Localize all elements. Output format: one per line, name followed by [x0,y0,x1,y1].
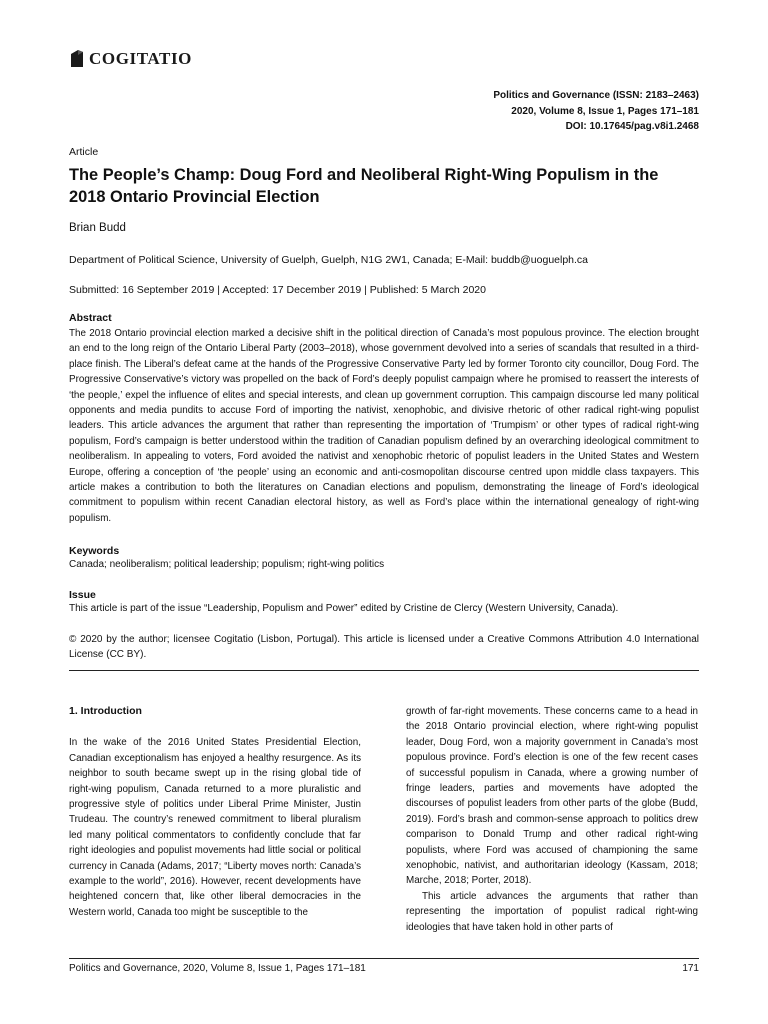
page-number: 171 [682,963,699,974]
body-paragraph: In the wake of the 2016 United States Presidential Election, Canadian exceptionalism has enjoyed a healthy resurgence. As its neighbor to south became swept up in the rising global tide of right-wing populism, Canada returned to a more pluralistic and progressive style of politics under Liberal Prime Minister, Justin Trudeau. The country’s renewed commitment to liberal pluralism led many political commentators to confidently conclude that far right ideologies and populist movements had little social or political currency in Canada (Adams, 2017; “Liberty moves north: Canada’s example to the world”, 2016). However, recent developments have heightened concern that, like other liberal democracies in the Western world, Canada too might be susceptible to the [69,737,361,918]
cogitatio-logo-icon [69,49,85,69]
abstract-text: The 2018 Ontario provincial election marked a decisive shift in the political direction of Canada’s most populous province. The election brought an end to the long reign of the Ontario Liberal Party (2003–2018), whose government devolved into a series of scandals that resulted in a third-place finish. The Liberal’s defeat came at the hands of the Progressive Conservative Party led by former Toronto city councillor, Doug Ford. The Progressive Conservative’s victory was propelled on the back of Ford’s deeply populist campaign where he promised to reassert the interests of ‘the people,’ expel the influence of elites and special interests, and clean up government corruption. This campaign discourse led many political opponents and media pundits to accuse Ford of importing the nativist, xenophobic, and divisive rhetoric of other radical right-wing populist leaders. This article advances the argument that rather than representing the importation of ‘Trumpism’ or other types of radical right-wing populism, Ford’s campaign is better understood within the tradition of Canadian populism defined by an overarching ideological commitment to neoliberalism. In appealing to voters, Ford avoided the nativist and xenophobic rhetoric of populist leaders in the United States and Western Europe, offering a conception of ‘the people’ using an economic and anti-cosmopolitan discourse centred upon middle class taxpayers. This article makes a contribution to both the literatures on Canadian elections and populism, demonstrating the lineage of Ford’s ideological commitment to populism within recent Canadian electoral history, as well as Ford’s place within the international genealogy of right-wing populism. [69,328,699,524]
issue-heading: Issue [69,589,96,601]
body-column-left [69,704,361,920]
body-paragraph: This article advances the arguments that rather than representing the importation of populist radical right-wing ideologies that have taken hold in other parts of [406,890,698,933]
volume-line: 2020, Volume 8, Issue 1, Pages 171–181 [511,105,699,117]
doi-line: DOI: 10.17645/pag.v8i1.2468 [565,121,699,132]
journal-line: Politics and Governance (ISSN: 2183–2463) [493,90,699,101]
keywords-heading: Keywords [69,545,120,557]
journal-info [493,88,699,135]
logo-text: COGITATIO [89,49,193,68]
body-paragraph: growth of far-right movements. These concerns came to a head in the 2018 Ontario provincial election, where right-wing populist leader, Doug Ford, won a majority government in Canada’s most populous province. Ford’s election is one of the few recent cases of successful populism in Canada, where a growing number of fringe leaders, parties and movements have adopted the discourses of populist leaders from other parts of the globe (Budd, 2019). Ford’s brash and common-sense approach to politics drew comparison to Donald Trump and other radical right-wing populists, where Ford was accused of championing the same xenophobic, nativist, and authoritarian ideology (Kassam, 2018; Marche, 2018; Porter, 2018). [406,706,698,887]
section-heading: 1. Introduction [69,705,142,717]
article-type: Article [69,146,99,158]
journal-logo [69,48,192,70]
author-name: Brian Budd [69,222,126,234]
author-affiliation: Department of Political Science, University of Guelph, Guelph, N1G 2W1, Canada; E-Mail: buddb@uoguelph.ca [69,254,589,266]
body-column-right [406,704,698,935]
issue-text: This article is part of the issue “Leadership, Populism and Power” edited by Cristine de Clercy (Western University, Canada). [69,603,619,614]
footer-citation: Politics and Governance, 2020, Volume 8, Issue 1, Pages 171–181 [69,963,366,974]
abstract-heading: Abstract [69,312,112,324]
keywords-text: Canada; neoliberalism; political leadership; populism; right-wing politics [69,559,385,570]
license-statement: © 2020 by the author; licensee Cogitatio (Lisbon, Portugal). This article is licensed under a Creative Commons Attribution 4.0 International License (CC BY). [69,634,699,661]
publication-dates: Submitted: 16 September 2019 | Accepted: 17 December 2019 | Published: 5 March 2020 [69,284,486,296]
article-title: The People’s Champ: Doug Ford and Neoliberal Right-Wing Populism in the 2018 Ontario Provincial Election [69,166,659,206]
footer-divider [69,958,699,959]
section-divider [69,670,699,671]
